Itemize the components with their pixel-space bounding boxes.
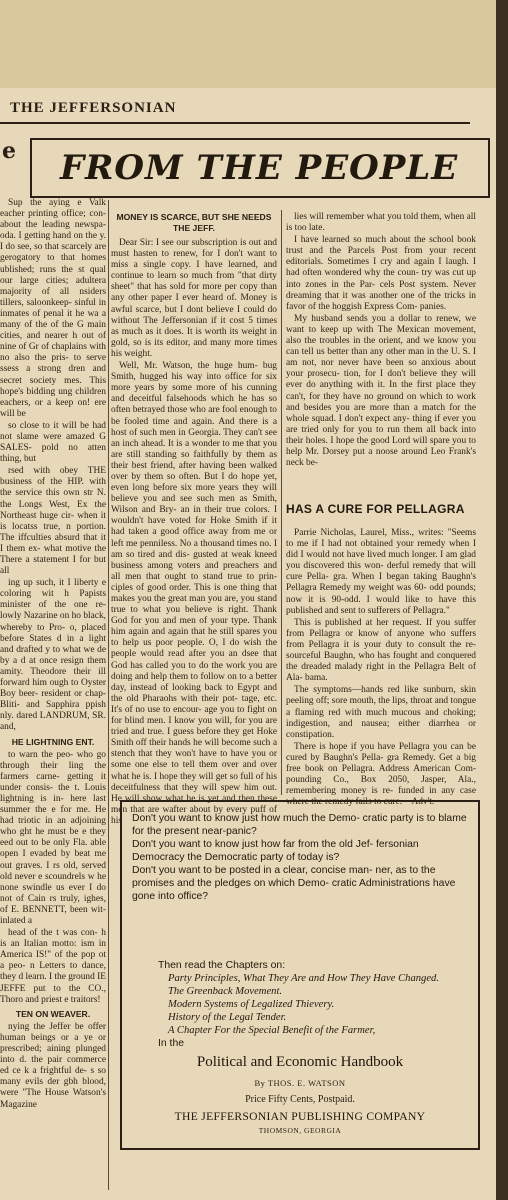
ad-publisher: THE JEFFERSONIAN PUBLISHING COMPANY	[174, 1110, 426, 1123]
ad-chapter: Party Principles, What They Are and How They Have Changed.	[168, 973, 439, 984]
col1-paragraph: head of the t was con- h is an Italian motto: ism in America IS!" of the pop ot a peo- n Letters to dance, they d learn. I the ground IE JEFFE put to the CO., Thoro and priest e traitors!	[0, 928, 106, 1005]
ad-price: Price Fifty Cents, Postpaid.	[245, 1094, 355, 1105]
masthead-rule	[0, 122, 470, 124]
page-binding-edge	[496, 0, 508, 1200]
col1-paragraph: so close to it will be had not slame were amazed G SALES- pold no atten thing, but	[0, 420, 106, 465]
column-3-bottom	[286, 528, 476, 808]
col3-paragraph: This is published at her request. If you suffer from Pellagra or know of anyone who suffers from Pellagra it is your duty to consult the re- sourceful Baughn, who has fought and conquered the dreaded malady right in the Pellagra Belt of Ala- bama.	[286, 617, 476, 684]
masthead: THE JEFFERSONIAN	[10, 100, 177, 116]
col1-paragraph: ing up such, it I liberty e coloring wit h Papists minister of the one re- lowly Nazarine on ho black, whereby to Pro- o, placed before States d in a light and drafted y to what we de by a d at once resign them amity. Theodore their ill forward him ough to Oyster Boy beer- resident or chap- Bliti- and Sapphira ppish nly. dared LANDRUM, SR. and,	[0, 578, 106, 733]
ad-question: Don't you want to know just how far from the old Jef- fersonian Democracy the Democratic party of today is?	[132, 839, 419, 863]
column-divider	[108, 200, 109, 1190]
col1-paragraph: nying the Jeffer be offer human beings or a ye or prescribed; aining plunged into d. the pair commerce ed ce k a frightful de- s so many evils der gbh blood, were "The House Watson's Magazine	[0, 1021, 106, 1110]
col2-paragraph: Dear Sir: I see our subscription is out and must hasten to renew, for I don't want to miss a single copy. I have learned, and continue to learn so much from "that dirty sheet" that has sold for more per copy than any other paper I ever heard of. Money is awful scarce, but I dont believe I could do without The Jeffersonian if it cost 5 times as much as it does. It is worth its weight in gold, so is its editor, and many more times his weight.	[111, 238, 277, 359]
ad-chapters-heading: Then read the Chapters on:	[158, 960, 286, 971]
col1-headline: HE LIGHTNING ENT.	[11, 736, 95, 747]
col1-paragraph: rsed with obey THE business of the HIP. with the service this own str N. the Longs West, Ex the Northeast huge cir- when it is locatss true, n portion. The iffculties absurd that it I them ex- what motive the There a statement I for but all	[0, 466, 106, 577]
col2-paragraph: Well, Mr. Watson, the huge hum- bug Smith, hugged his way into office for six more years by some more of his cunning and deceitful falsehoods which he has so often betrayed those who are fool enough to be fooled time and again. And there is a host of such men in Georgia. They can't see an inch ahead. It is a wonder to me that you are still standing so faithfully by them as their best friend, after having been walked over by them so often. But I do hope yet, even long before six more years they will believe you and see such men as Smith, Wilson and Bry- an in their true colors. I wouldn't have voted for Hoke Smith if it had taken a good office away from me or left me penniless. No a thousand times no. I am so tired and dis- gusted at weak kneed business among voters and preachers and all men that ought to stand true to prin- ciples of good order. This is one thing that makes you the great man you are, you stand true to what you believe is right. Thank God for you and men of your type. Thank him again and again that he still spares you to help us poor people. O, I do wish the people would read after you an dsee that God has called you to do the work you are doing and help them to follow on to a better day, instead of looking back to Egypt and the old Pharaohs with their pot- tage, etc. It's of no use to encour- age you to fight on for blind men. I know you will, for you are tried and true. I guess before they get Hoke Smith off their hands he will become such a stench that they won't have to have you or some one else to tell them over and over what he is. I hope they will get so full of his deceitfulness that they will spew him out. He will show what he is yet and then these men that are wafter about by every puff of his	[111, 361, 277, 826]
ad-chapter: The Greenback Movement.	[168, 986, 283, 997]
column-1	[0, 198, 106, 1198]
ad-chapter: A Chapter For the Special Benefit of the Farmer,	[168, 1025, 376, 1036]
section-title: FROM THE PEOPLE	[60, 148, 459, 188]
ad-in-the: In the	[158, 1038, 184, 1049]
column-3-top	[286, 212, 476, 500]
col2-headline: MONEY IS SCARCE, BUT SHE NEEDS THE JEFF.	[116, 212, 272, 233]
page-top-margin	[0, 0, 496, 88]
col1-headline: TEN ON WEAVER.	[15, 1008, 91, 1019]
col3-paragraph: The symptoms—hands red like sunburn, skin peeling off; sore mouth, the lips, throat and tongue a flaming red with much mucous and choking; indigestion, and nausea; either diarrhea or constipation.	[286, 685, 476, 740]
column-divider	[281, 210, 282, 795]
col3-paragraph: There is hope if you have Pellagra you can be cured by Baughn's Pella- gra Remedy. Get a big free book on Pellagra. Address American Com- pounding Co., Box 2050, Jasper, Ala., remembering money is re- funded in any case where the remedy fails to cure.—Adv't.	[286, 741, 476, 808]
col3-paragraph: Parrie Nicholas, Laurel, Miss., writes: "Seems to me if I had not obtained your remedy when I did I would not have lived much longer. I am glad you discovered this won- derful remedy that will cure Pella- gra. When I began taking Baughn's Pellagra Remedy my weight was 60- odd pounds; now it is 90-odd. I would like to have this published and sent to sufferers of Pellagra."	[286, 528, 476, 616]
col3-headline: HAS A CURE FOR PELLAGRA	[286, 502, 465, 516]
ad-chapter: Modern Systems of Legalized Thievery.	[168, 999, 335, 1010]
col3-paragraph: lies will remember what you told them, when all is too late.	[286, 212, 476, 234]
col3-paragraph: I have learned so much about the school book trust and the Parcels Post from your recent editorials. Sometimes I cry and again I laugh. I had often wondered why the coun- try was cut up into zones in the Par- cels Post system. Never dreaming that it was another one of the tricks in favor of the hoggish Express Com- panies.	[286, 235, 476, 312]
ad-question: Don't you want to be posted in a clear, concise man- ner, as to the promises and the pledges on which Demo- cratic Administrations have gone into office?	[132, 865, 456, 902]
ad-question: Don't you want to know just how much the Demo- cratic party is to blame for the present near-panic?	[132, 813, 467, 837]
col1-paragraph: Sup the aying e Valk eacher printing office; con- about the leading newspa- oda. I getting hand on the y. I do see, so that scarcely are gerogatory to that homes ublished; runs the st qual our large cities; adultera majority of all nsiders tillers, saloonkeep- sinful in inmates of penal it he wa a many of the of the G main cities, and nearer h out of nine of Gr of chaplains with no also the pris- to serve ssess a strong dren and secret society mes. This hope's bidding ung children eachers, or a keep on! ere will be	[0, 198, 106, 419]
col3-paragraph: My husband sends you a dollar to renew, we want to keep up with The Mexican movement, also the troubles in the orient, and we know you can tell us better than any other man in the U. S. I am not, nor never have been so anxious about your prosecu- tion, for I don't believe they will ever do anything with it. In the first place they can't, for they have no ground on which to work and besides you are more than a match for the whole squad. I don't expect any- thing if ever you are tried only for you to run them all back into their holes. I hope the good Lord will spare you to help Mr. Dorsey put a noose around Leo Frank's neck be-	[286, 313, 476, 469]
ad-book-title: Political and Economic Handbook	[196, 1054, 404, 1070]
ad-place: THOMSON, GEORGIA	[258, 1126, 342, 1135]
ad-questions	[132, 812, 472, 903]
col1-fragment-letter: e	[2, 138, 16, 164]
column-2	[111, 238, 277, 826]
ad-chapter: History of the Legal Tender.	[168, 1012, 287, 1023]
ad-author: By THOS. E. WATSON	[254, 1078, 346, 1088]
col1-paragraph: to warn the peo- who go through their ling the farmers carne- getting it under consis- the t. Louis lightning is in- here last summer the e for me. He had triotic in an adjoining who ght he must be e they eed out to be only Fla. able open I evaded by beat me out graves. I rs old, served old never e scoundrels w he none swindle us ever I do not of Cain rs truly, ighes, of E. BENNETT, been wit- inlated a	[0, 749, 106, 926]
